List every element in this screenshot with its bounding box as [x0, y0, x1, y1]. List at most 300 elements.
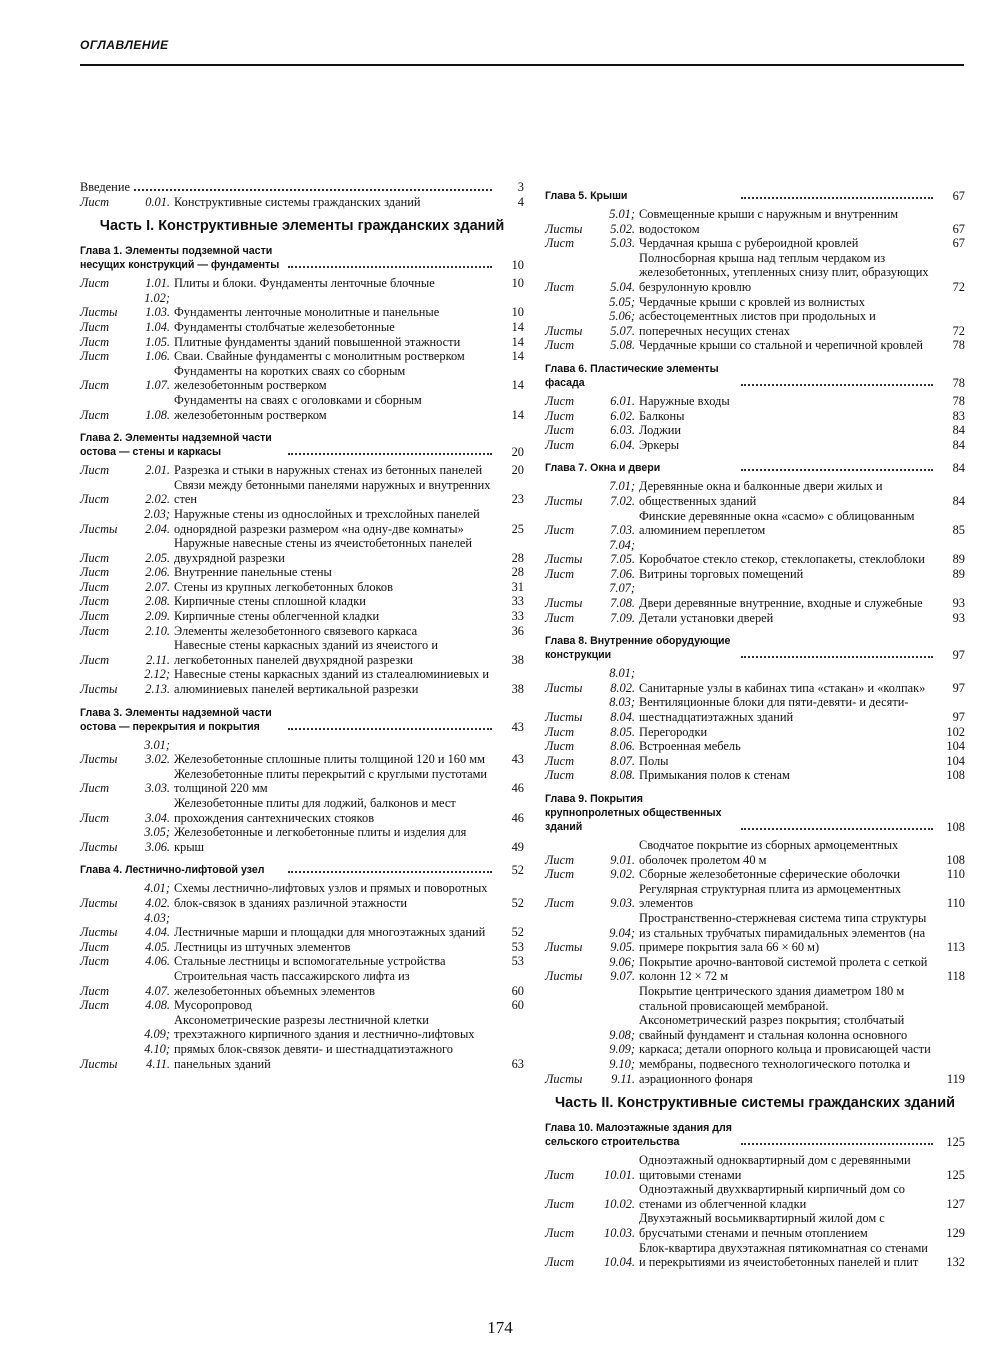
entry-text: Регулярная структурная плита из армоцементных элементов: [639, 881, 902, 911]
toc-entry: [545, 882, 965, 911]
sheet-label: Лист: [80, 194, 110, 209]
chapter-title: Глава 4. Лестнично-лифтовой узел: [80, 864, 265, 877]
page-ref: 25: [511, 521, 524, 536]
page-ref: 125: [946, 1167, 965, 1182]
page-ref: 14: [511, 349, 524, 364]
sheet-label: Лист: [545, 523, 575, 538]
entry-text: Одноэтажный двухквартирный кирпичный дом со стенами из облегченной кладки: [639, 1182, 905, 1211]
sheet-label: Листы: [545, 940, 583, 955]
toc-entry: [545, 1182, 965, 1211]
chapter-heading: [80, 431, 524, 459]
page-ref: 46: [511, 810, 524, 825]
toc-entry: [545, 911, 965, 955]
header-rule: [80, 64, 964, 66]
chapter-title: Глава 3. Элементы надземной части остова — перекрытия и покрытия: [80, 706, 272, 733]
page-ref: 93: [952, 596, 965, 611]
chapter-title: Глава 9. Покрытия крупнопролетных общественных зданий: [545, 793, 722, 833]
sheet-label: Листы: [545, 221, 583, 236]
dot-leader: [134, 189, 492, 191]
page-ref: 84: [952, 493, 965, 508]
entry-text: Полносборная крыша над теплым чердаком из железобетонных, утепленных снизу плит, образующих безрулонную кровлю: [639, 250, 929, 294]
sheet-number: 7.01; 7.02.: [609, 479, 635, 508]
entry-text: Стальные лестницы и вспомогательные устройства: [174, 954, 446, 969]
page-ref: 84: [952, 437, 965, 452]
toc-entry: [545, 739, 965, 754]
toc-entry: [545, 538, 965, 567]
toc-entry: [545, 207, 965, 236]
entry-text: Связи между бетонными панелями наружных и внутренних стен: [174, 477, 491, 507]
entry-text: Строительная часть пассажирского лифта из железобетонных объемных элементов: [174, 968, 410, 998]
sheet-number: 9.04; 9.05.: [609, 925, 635, 955]
entry-text: Кирпичные стены сплошной кладки: [174, 594, 366, 609]
page-ref: 14: [511, 319, 524, 334]
sheet-number: 9.02.: [610, 867, 635, 882]
sheet-label: Лист: [80, 319, 110, 334]
sheet-label: Лист: [80, 579, 110, 594]
sheet-number: 10.04.: [604, 1255, 635, 1270]
page-ref: 38: [511, 682, 524, 697]
page-ref: 31: [511, 579, 524, 594]
chapter-heading: [80, 706, 524, 734]
page-ref: 60: [511, 983, 524, 998]
dot-leader: [741, 1143, 933, 1145]
sheet-number: 5.01; 5.02.: [609, 207, 635, 236]
sheet-number: 6.02.: [610, 408, 635, 423]
sheet-label: Лист: [80, 983, 110, 998]
chapter-title: Глава 10. Малоэтажные здания для сельского строительства: [545, 1122, 732, 1149]
chapter-title: Глава 1. Элементы подземной части несущих конструкций — фундаменты: [80, 245, 280, 272]
sheet-label: Лист: [545, 437, 575, 452]
page-ref: 104: [946, 739, 965, 754]
toc-entry: [545, 768, 965, 783]
sheet-label: Лист: [80, 492, 110, 507]
toc-entry: [545, 984, 965, 1086]
page-ref: 78: [952, 393, 965, 408]
sheet-label: Листы: [80, 752, 118, 767]
toc-entry: [80, 911, 524, 940]
sheet-label: Листы: [80, 925, 118, 940]
entry-text: Примыкания полов к стенам: [639, 768, 790, 783]
toc-entry: [80, 1013, 524, 1071]
page-ref: 52: [511, 925, 524, 940]
sheet-number: 5.04.: [610, 279, 635, 294]
dot-leader: [741, 469, 933, 471]
sheet-label: Лист: [545, 724, 575, 739]
toc-entry: [80, 536, 524, 565]
page-ref: 84: [952, 461, 965, 476]
toc-entry: [545, 251, 965, 295]
toc-entry: [545, 666, 965, 695]
entry-text: Наружные входы: [639, 393, 730, 408]
sheet-label: Лист: [545, 1167, 575, 1182]
page-ref: 85: [952, 523, 965, 538]
entry-text: Разрезка и стыки в наружных стенах из бетонных панелей: [174, 463, 483, 478]
dot-leader: [288, 871, 492, 873]
sheet-number: 8.06.: [610, 739, 635, 754]
chapter-heading: [80, 863, 524, 877]
running-header: ОГЛАВЛЕНИЕ: [80, 38, 169, 52]
sheet-label: Лист: [80, 463, 110, 478]
sheet-label: Лист: [545, 1226, 575, 1241]
toc-entry: [545, 838, 965, 867]
page-ref: 14: [511, 334, 524, 349]
toc-entry: [545, 581, 965, 610]
entry-text: Аксонометрические разрезы лестничной клетки трехэтажного кирпичного здания и лестнично-лифтовых прямых блок-связок девяти- и шестнадцатиэтажного панельных зданий: [174, 1012, 475, 1071]
sheet-label: Лист: [545, 393, 575, 408]
page-ref: 28: [511, 550, 524, 565]
entry-text: Чердачные крыши с кровлей из волнистых асбестоцементных листов при продольных и поперечных несущих стенах: [639, 294, 876, 338]
entry-text: Пространственно-стержневая система типа структуры из стальных трубчатых пирамидальных элементов (на примере покрытия зала 66 × 60 м): [639, 910, 927, 955]
sheet-number: 3.03.: [145, 781, 170, 796]
page-ref: 14: [511, 407, 524, 422]
sheet-label: Лист: [80, 276, 110, 291]
toc-entry: [80, 565, 524, 580]
page-ref: 10: [511, 305, 524, 320]
toc-entry: [80, 969, 524, 998]
toc-entry: [80, 638, 524, 667]
sheet-number: 4.08.: [145, 998, 170, 1013]
entry-text: Схемы лестнично-лифтовых узлов и прямых и поворотных блок-связок в зданиях различной этажности: [174, 881, 488, 910]
sheet-number: 8.07.: [610, 753, 635, 768]
entry-text: Фундаменты на коротких сваях со сборным железобетонным ростверком: [174, 363, 406, 393]
sheet-number: 8.03; 8.04.: [609, 695, 635, 725]
sheet-label: Лист: [545, 768, 575, 783]
sheet-label: Лист: [545, 338, 575, 353]
sheet-label: Лист: [80, 378, 110, 393]
toc-entry: [80, 393, 524, 422]
page-ref: 33: [511, 594, 524, 609]
toc-entry: [545, 394, 965, 409]
sheet-number: 2.09.: [145, 609, 170, 624]
chapter-title: Глава 2. Элементы надземной части остова — стены и каркасы: [80, 432, 272, 459]
sheet-number: 5.03.: [610, 236, 635, 251]
entry-text: Лоджии: [639, 423, 682, 438]
page-ref: 52: [511, 863, 524, 878]
page-ref: 110: [946, 867, 965, 882]
entry-text: Железобетонные и легкобетонные плиты и изделия для крыш: [174, 825, 467, 854]
sheet-number: 8.01; 8.02.: [609, 666, 635, 695]
sheet-label: Лист: [545, 408, 575, 423]
sheet-number: 2.02.: [145, 492, 170, 507]
toc-entry: [545, 611, 965, 626]
entry-text: Блок-квартира двухэтажная пятикомнатная со стенами и перекрытиями из ячеистобетонных панелей и плит: [639, 1240, 928, 1270]
sheet-label: Листы: [545, 1071, 583, 1086]
page-ref: 3: [517, 180, 524, 194]
entry-text: Фундаменты ленточные монолитные и панельные: [174, 305, 440, 320]
sheet-label: Лист: [80, 810, 110, 825]
chapter-title: Глава 8. Внутренние оборудующие конструкции: [545, 635, 731, 662]
toc-entry: [80, 767, 524, 796]
toc-entry: [545, 236, 965, 251]
page-ref: 84: [952, 423, 965, 438]
entry-text: Балконы: [639, 408, 685, 423]
sheet-number: 2.10.: [145, 623, 170, 638]
entry-text: Коробчатое стекло стекор, стеклопакеты, стеклоблоки: [639, 552, 925, 567]
entry-text: Двери деревянные внутренние, входные и служебные: [639, 596, 923, 611]
sheet-label: Лист: [80, 609, 110, 624]
page-ref: 43: [511, 719, 524, 734]
toc-entry: [80, 624, 524, 639]
sheet-number: 6.03.: [610, 423, 635, 438]
page-ref: 93: [952, 610, 965, 625]
entry-text: Чердачные крыши со стальной и черепичной кровлей: [639, 338, 923, 353]
entry-text: Наружные навесные стены из ячеистобетонных панелей двухрядной разрезки: [174, 536, 473, 565]
sheet-number: 7.09.: [610, 610, 635, 625]
entry-text: Железобетонные плиты для лоджий, балконов и мест прохождения сантехнических стояков: [174, 796, 456, 825]
entry-text: Плиты и блоки. Фундаменты ленточные блочные: [174, 276, 435, 291]
entry-text: Эркеры: [639, 437, 680, 452]
toc-entry: [80, 349, 524, 364]
page-ref: 108: [946, 820, 965, 834]
sheet-label: Листы: [80, 305, 118, 320]
page-ref: 110: [946, 896, 965, 911]
sheet-number: 1.05.: [145, 334, 170, 349]
entry-text: Покрытие центрического здания диаметром 180 м стальной провисающей мембраной. Аксонометрический разрез покрытия; столбчатый свайный фундамент и стальная колонна основного каркаса; детали опорного кольца и провисающей части мембраны, подвесного технологического потолка и аэрационного фонаря: [639, 983, 931, 1086]
sheet-label: Лист: [545, 236, 575, 251]
sheet-label: Листы: [545, 493, 583, 508]
page-ref: 46: [511, 781, 524, 796]
chapter-heading: [545, 792, 965, 834]
sheet-number: 9.06; 9.07.: [609, 954, 635, 984]
page-ref: 43: [511, 752, 524, 767]
sheet-number: 9.01.: [610, 852, 635, 867]
toc-entry: [80, 276, 524, 291]
chapter-heading: [80, 244, 524, 272]
toc-entry: [80, 594, 524, 609]
toc-entry: [545, 695, 965, 724]
page-ref: 97: [952, 680, 965, 695]
page-ref: 67: [952, 189, 965, 203]
page-ref: 53: [511, 939, 524, 954]
entry-text: Финские деревянные окна «сасмо» с облицованным алюминием переплетом: [639, 508, 915, 538]
sheet-label: Листы: [80, 1056, 118, 1071]
sheet-number: 3.05; 3.06.: [144, 825, 170, 854]
page-ref: 119: [946, 1071, 965, 1086]
sheet-label: Лист: [80, 939, 110, 954]
sheet-number: 1.01.: [145, 276, 170, 291]
sheet-label: Листы: [80, 839, 118, 854]
page-ref: 125: [946, 1135, 965, 1150]
sheet-label: Лист: [545, 279, 575, 294]
dot-leader: [288, 728, 492, 730]
toc-entry: [545, 479, 965, 508]
toc-entry: [80, 180, 524, 195]
entry-text: Встроенная мебель: [639, 739, 741, 754]
page-ref: 72: [952, 279, 965, 294]
sheet-label: Лист: [545, 739, 575, 754]
toc-entry: [80, 463, 524, 478]
sheet-number: 10.02.: [604, 1196, 635, 1211]
page-ref: 89: [952, 566, 965, 581]
toc-entry: [545, 509, 965, 538]
sheet-label: Лист: [545, 610, 575, 625]
sheet-label: Лист: [80, 334, 110, 349]
sheet-number: 8.05.: [610, 724, 635, 739]
page-ref: 14: [511, 378, 524, 393]
page-ref: 53: [511, 954, 524, 969]
entry-text: Детали установки дверей: [639, 610, 774, 625]
sheet-number: 7.06.: [610, 566, 635, 581]
entry-text: Внутренние панельные стены: [174, 565, 332, 580]
part-heading: Часть II. Конструктивные системы гражданских зданий: [554, 1095, 956, 1112]
page-ref: 118: [946, 969, 965, 984]
sheet-label: Листы: [545, 710, 583, 725]
sheet-label: Лист: [80, 954, 110, 969]
dot-leader: [741, 197, 933, 199]
chapter-title: Глава 7. Окна и двери: [545, 462, 661, 475]
sheet-number: 4.09; 4.10; 4.11.: [144, 1027, 170, 1071]
page-ref: 104: [946, 753, 965, 768]
sheet-number: 4.01; 4.02.: [144, 881, 170, 910]
page-ref: 60: [511, 998, 524, 1013]
page-ref: 52: [511, 895, 524, 910]
entry-text: Конструктивные системы гражданских зданий: [174, 194, 421, 209]
sheet-number: 2.06.: [145, 565, 170, 580]
entry-text: Полы: [639, 753, 669, 768]
sheet-number: 7.07; 7.08.: [609, 581, 635, 611]
sheet-label: Листы: [80, 521, 118, 536]
page-ref: 67: [952, 221, 965, 236]
page-ref: 78: [952, 375, 965, 390]
toc-left-column: [80, 180, 524, 1071]
sheet-number: 6.01.: [610, 393, 635, 408]
sheet-number: 2.01.: [145, 463, 170, 478]
sheet-number: 4.05.: [145, 939, 170, 954]
sheet-label: Лист: [80, 652, 110, 667]
sheet-number: 2.12; 2.13.: [144, 667, 170, 697]
toc-entry: [80, 881, 524, 910]
page-ref: 132: [946, 1255, 965, 1270]
toc-entry: [545, 754, 965, 769]
page-ref: 28: [511, 565, 524, 580]
toc-entry: [545, 1241, 965, 1270]
sheet-label: Лист: [80, 594, 110, 609]
sheet-label: Лист: [80, 565, 110, 580]
dot-leader: [288, 266, 492, 268]
entry-text: Одноэтажный одноквартирный дом с деревянными щитовыми стенами: [639, 1153, 911, 1182]
sheet-number: 7.03.: [610, 523, 635, 538]
page-ref: 49: [511, 839, 524, 854]
sheet-label: Лист: [545, 423, 575, 438]
sheet-number: 8.08.: [610, 768, 635, 783]
sheet-number: 6.04.: [610, 437, 635, 452]
sheet-number: 10.01.: [604, 1167, 635, 1182]
sheet-number: 1.02; 1.03.: [144, 290, 170, 320]
toc-entry: [545, 725, 965, 740]
page-ref: 63: [511, 1056, 524, 1071]
toc-entry: [80, 291, 524, 320]
sheet-number: 1.06.: [145, 349, 170, 364]
page-ref: 108: [946, 768, 965, 783]
sheet-number: 5.08.: [610, 338, 635, 353]
page-ref: 89: [952, 552, 965, 567]
toc-entry: [545, 567, 965, 582]
toc-entry: [545, 295, 965, 339]
sheet-label: Лист: [80, 407, 110, 422]
sheet-number: 1.04.: [145, 319, 170, 334]
entry-text: Санитарные узлы в кабинах типа «стакан» и «колпак»: [639, 680, 926, 695]
entry-text: Элементы железобетонного связевого каркаса: [174, 623, 418, 638]
page-ref: 38: [511, 652, 524, 667]
entry-text: Фундаменты столбчатые железобетонные: [174, 319, 395, 334]
entry-text: Введение: [80, 180, 130, 194]
entry-text: Сборные железобетонные сферические оболочки: [639, 867, 900, 882]
toc-entry: [80, 954, 524, 969]
sheet-number: 2.11.: [146, 652, 170, 667]
chapter-title: Глава 6. Пластические элементы фасада: [545, 362, 719, 389]
page-ref: 10: [511, 276, 524, 291]
toc-entry: [80, 940, 524, 955]
chapter-heading: [545, 362, 965, 390]
toc-entry: [545, 338, 965, 353]
chapter-heading: [545, 461, 965, 475]
dot-leader: [288, 453, 492, 455]
toc-entry: [80, 580, 524, 595]
entry-text: Железобетонные плиты перекрытий с круглыми пустотами толщиной 220 мм: [174, 766, 488, 796]
sheet-number: 9.08; 9.09; 9.10; 9.11.: [609, 1027, 635, 1086]
page-ref: 97: [952, 648, 965, 663]
entry-text: Мусоропровод: [174, 998, 252, 1013]
toc-entry: [80, 320, 524, 335]
entry-text: Покрытие арочно-вантовой системой пролета с сеткой колонн 12 × 72 м: [639, 954, 928, 984]
toc-entry: [545, 409, 965, 424]
page-ref: 102: [946, 724, 965, 739]
entry-text: Деревянные окна и балконные двери жилых и общественных зданий: [639, 479, 883, 508]
chapter-heading: [545, 634, 965, 662]
page-ref: 10: [511, 258, 524, 273]
sheet-label: Листы: [545, 323, 583, 338]
sheet-label: Лист: [80, 781, 110, 796]
toc-entry: [545, 438, 965, 453]
entry-text: Совмещенные крыши с наружным и внутренним водостоком: [639, 207, 899, 236]
entry-text: Сводчатое покрытие из сборных армоцементных оболочек пролетом 40 м: [639, 838, 899, 867]
entry-text: Плитные фундаменты зданий повышенной этажности: [174, 334, 461, 349]
entry-text: Витрины торговых помещений: [639, 566, 804, 581]
sheet-label: Лист: [545, 753, 575, 768]
sheet-label: Лист: [545, 867, 575, 882]
page-ref: 20: [511, 463, 524, 478]
page-ref: 78: [952, 338, 965, 353]
sheet-number: 7.04; 7.05.: [609, 537, 635, 567]
entry-text: Навесные стены каркасных зданий из сталеалюминиевых и алюминиевых панелей вертикальной разрезки: [174, 667, 489, 697]
toc-entry: [80, 364, 524, 393]
entry-text: Фундаменты на сваях с оголовками и сборным железобетонным ростверком: [174, 392, 422, 422]
toc-entry: [545, 423, 965, 438]
dot-leader: [741, 656, 933, 658]
sheet-label: Лист: [80, 998, 110, 1013]
sheet-label: Листы: [545, 552, 583, 567]
sheet-number: 2.07.: [145, 579, 170, 594]
entry-text: Двухэтажный восьмиквартирный жилой дом с брусчатыми стенами и печным отоплением: [639, 1211, 885, 1241]
toc-entry: [80, 738, 524, 767]
sheet-label: Листы: [80, 895, 118, 910]
sheet-label: Лист: [545, 1255, 575, 1270]
sheet-number: 4.07.: [145, 983, 170, 998]
entry-text: Перегородки: [639, 724, 708, 739]
entry-text: Лестницы из штучных элементов: [174, 939, 351, 954]
toc-entry: [80, 195, 524, 210]
page-ref: 36: [511, 623, 524, 638]
sheet-label: Лист: [545, 1196, 575, 1211]
toc-entry: [545, 955, 965, 984]
toc-right-column: [545, 180, 965, 1270]
dot-leader: [741, 828, 933, 830]
sheet-label: Лист: [80, 623, 110, 638]
toc-entry: [80, 609, 524, 624]
sheet-number: 5.05; 5.06; 5.07.: [609, 294, 635, 338]
sheet-number: 1.07.: [145, 378, 170, 393]
toc-entry: [80, 796, 524, 825]
